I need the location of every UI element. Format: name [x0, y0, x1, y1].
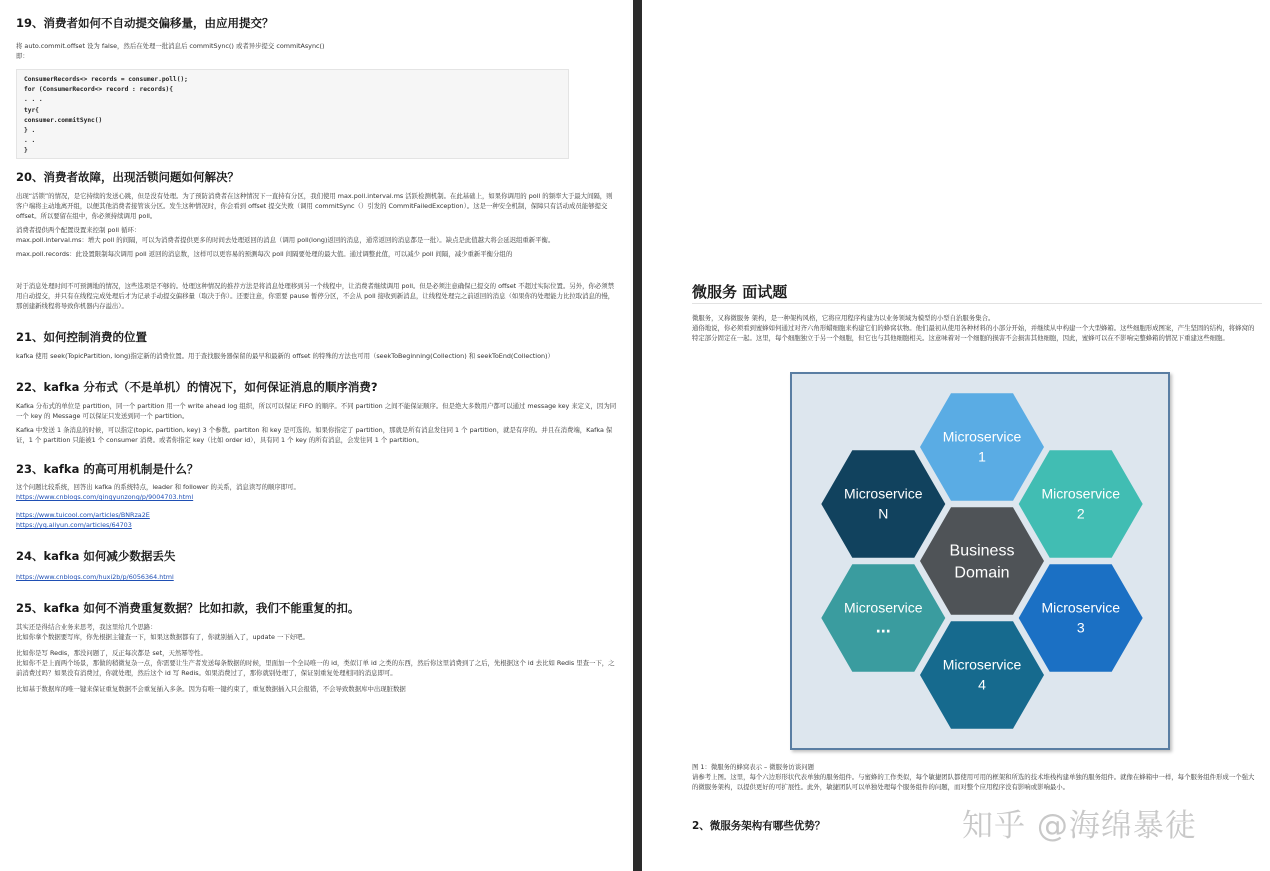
hex-microservice-more-label: ... — [875, 616, 891, 637]
q2-heading: 2、微服务架构有哪些优势？ — [692, 820, 826, 832]
q19-text: 将 auto.commit.offset 设为 false，然后在处理一批消息后 commitSync() 或者异步提交 commitAsync() — [16, 42, 325, 50]
hex-microservice-2-label: 2 — [1076, 505, 1085, 522]
honeycomb-diagram — [792, 374, 1168, 748]
hex-microservice-3-label: 3 — [1076, 619, 1085, 636]
hex-microservice-n-label: Microservice — [843, 485, 923, 502]
code-line: } . — [24, 127, 36, 135]
q24-heading: 24、kafka 如何减少数据丢失 — [16, 549, 176, 563]
hex-microservice-4 — [920, 621, 1044, 728]
q25-text-3: 比如你是写 Redis，那没问题了，反正每次都是 set，天然幂等性。 — [16, 649, 207, 657]
link-aliyun[interactable]: https://yq.aliyun.com/articles/64703 — [16, 521, 132, 529]
left-page — [0, 0, 633, 871]
q20-text-2: 消费者提供两个配置设置来控制 poll 循环： — [16, 226, 141, 234]
hex-microservice-1-shape — [920, 393, 1044, 500]
hex-microservice-4-label: Microservice — [942, 656, 1022, 673]
hex-microservice-2-label: Microservice — [1041, 485, 1121, 502]
hex-microservice-n-label: N — [878, 505, 889, 522]
q21-text: kafka 使用 seek(TopicPartition, long)指定新的消费位置。用于查找服务器保留的最早和最新的 offset 的特殊的方法也可用（seekToBeginning(Collection) 和 seekToEnd(Collection)） — [16, 352, 554, 360]
honeycomb-figure — [790, 372, 1170, 750]
hex-microservice-n — [821, 450, 945, 557]
hex-microservice-1-label: Microservice — [942, 428, 1022, 445]
code-line: . . . — [24, 96, 43, 104]
hex-microservice-more — [821, 564, 945, 671]
code-line: . . — [24, 137, 36, 145]
q21-heading: 21、如何控制消费的位置 — [16, 330, 148, 344]
q20-heading: 20、消费者故障，出现活锁问题如何解决？ — [16, 170, 240, 184]
intro-block — [692, 313, 1257, 343]
q20-text-3: max.poll.interval.ms：增大 poll 的间隔，可以为消费者提供更多的时间去处理返回的消息（调用 poll(long)返回的消息，通常返回的消息都是一批）。缺点是此值越大将会延迟组重新平衡。 — [16, 236, 555, 244]
intro-text: 微服务，又称微服务 架构，是一种架构风格，它将应用程序构建为以业务领域为模型的小型自治服务集合。 — [692, 314, 995, 322]
code-line: consumer.commitSync() — [24, 116, 103, 124]
hex-business-domain — [920, 507, 1044, 614]
hex-business-domain-shape — [920, 507, 1044, 614]
zhihu-watermark: 知乎 @海绵暴徒 — [962, 808, 1197, 844]
hex-microservice-3-shape — [1019, 564, 1143, 671]
hex-microservice-n-shape — [821, 450, 945, 557]
hex-business-domain-label: Business — [949, 542, 1015, 560]
q22-heading: 22、kafka 分布式（不是单机）的情况下，如何保证消息的顺序消费? — [16, 380, 378, 394]
hex-microservice-3-label: Microservice — [1041, 599, 1121, 616]
q22-text-2: Kafka 中发送 1 条消息的时候，可以指定(topic, partition, key) 3 个参数。partiton 和 key 是可选的。如果你指定了 partition，那就是所有消息发往同 1 个 partition，就是有序的。并且在消费端，Kafka 保证，1 个 partition 只能被1 个 consumer 消费。或者你指定 key（比如 order id），具有同 1 个 key 的所有消息，会发往同 1 个 partition。 — [16, 426, 613, 444]
q25-text-4: 比如你不是上面两个场景，那做的稍微复杂一点，你需要让生产者发送每条数据的时候，里面加一个全局唯一的 id，类似订单 id 之类的东西，然后你这里消费到了之后，先根据这个 id 去比如 Redis 里查一下，之前消费过吗？如果没有消费过，你就处理，然后这个 id 写 Redis。如果消费过了，那你就别处理了，保证别重复处理相同的消息即可。 — [16, 659, 615, 677]
code-line: for (ConsumerRecord<> record : records){ — [24, 86, 174, 94]
hex-microservice-2-shape — [1019, 450, 1143, 557]
link-cnblogs-huxi2b[interactable]: https://www.cnblogs.com/huxi2b/p/6056364.html — [16, 573, 174, 581]
hex-microservice-4-shape — [920, 621, 1044, 728]
link-cnblogs-qingyunzong[interactable]: https://www.cnblogs.com/qingyunzong/p/9004703.html — [16, 493, 194, 501]
code-block — [16, 69, 569, 159]
hex-microservice-3 — [1019, 564, 1143, 671]
hex-microservice-1-label: 1 — [978, 448, 986, 465]
q19-text-2: 即： — [16, 52, 29, 60]
q20-text: 出现“活锁”的情况，是它持续的发送心跳，但是没有处理。为了预防消费者在这种情况下一直持有分区，我们使用 max.poll.interval.ms 活跃检测机制。在此基础上，如果你调用的 poll 的频率大于最大间隔，则客户端将主动地离开组，以便其他消费者接管该分区。发生这种情况时，你会看到 offset 提交失败（调用 commitSync（）引发的 CommitFailedException）。这是一种安全机制，保障只有活动成员能够提交 offset。所以要留在组中，你必须持续调用 poll。 — [16, 192, 613, 220]
page-divider — [633, 0, 642, 871]
q22-text: Kafka 分布式的单位是 partition，同一个 partition 用一个 write ahead log 组织，所以可以保证 FIFO 的顺序。不同 partition 之间不能保证顺序。但是绝大多数用户都可以通过 message key 来定义，因为同一个 key 的 Message 可以保证只发送到同一个 partition。 — [16, 402, 617, 420]
caption-text: 请参考上图。这里，每个六边形形状代表单独的服务组件。与蜜蜂的工作类似，每个敏捷团队都使用可用的框架和所选的技术堆栈构建单独的服务组件。就像在蜂箱中一样，每个服务组件形成一个强大的微服务架构，以提供更好的可扩展性。此外，敏捷团队可以单独处理每个服务组件的问题，而对整个应用程序没有影响或影响最小。 — [692, 773, 1255, 791]
code-line: tyr{ — [24, 106, 39, 114]
code-line: } — [24, 147, 28, 155]
caption-block — [692, 762, 1257, 792]
hex-microservice-more-label: Microservice — [843, 599, 923, 616]
hex-microservice-1 — [920, 393, 1044, 500]
q20-text-4: max.poll.records：此设置限制每次调用 poll 返回的消息数，这样可以更容易的预测每次 poll 间隔要处理的最大值。通过调整此值，可以减少 poll 间隔，减少重新平衡分组的 — [16, 250, 513, 258]
q20-text-5: 对于消息处理时间不可预测地的情况，这些选项是不够的。处理这种情况的推荐方法是将消息处理移到另一个线程中，让消费者继续调用 poll。但是必须注意确保已提交的 offset 不超过实际位置。另外，你必须禁用自动提交，并只有在线程完成处理后才为记录手动提交偏移量（取决于你）。还要注意，你需要 pause 暂停分区，不会从 poll 接收到新消息，让线程处理完之前返回的消息（如果你的处理能力比拉取消息的慢，那创建新线程将导致你机器内存溢出）。 — [16, 282, 615, 310]
q25-heading: 25、kafka 如何不消费重复数据？比如扣款，我们不能重复的扣。 — [16, 601, 360, 615]
q25-text: 其实还是得结合业务来思考，我这里给几个思路： — [16, 623, 157, 631]
hex-microservice-2 — [1019, 450, 1143, 557]
intro-text-2: 通俗地说，你必须看到蜜蜂如何通过对齐六角形蜡细胞来构建它们的蜂窝状物。他们最初从使用各种材料的小部分开始，并继续从中构建一个大型蜂箱。这些细胞形成图案，产生坚固的结构，将蜂窝的特定部分固定在一起。这里，每个细胞独立于另一个细胞，但它也与其他细胞相关。这意味着对一个细胞的损害不会损害其他细胞，因此，蜜蜂可以在不影响完整蜂箱的情况下重建这些细胞。 — [692, 324, 1255, 342]
q25-text-2: 比如你拿个数据要写库，你先根据主键查一下，如果这数据都有了，你就别插入了，update 一下好吧。 — [16, 633, 309, 641]
right-page — [642, 0, 1270, 871]
title-rule — [692, 303, 1262, 304]
hex-business-domain-label: Domain — [954, 564, 1010, 582]
link-tuicool[interactable]: https://www.tuicool.com/articles/BNRza2E — [16, 511, 150, 519]
hex-microservice-4-label: 4 — [978, 676, 986, 693]
code-line: ConsumerRecords<> records = consumer.poll(); — [24, 76, 188, 83]
q23-heading: 23、kafka 的高可用机制是什么？ — [16, 462, 199, 476]
q23-text: 这个问题比较系统，回答出 kafka 的系统特点，leader 和 follower 的关系，消息读写的顺序即可。 — [16, 483, 300, 491]
q25-text-5: 比如基于数据库的唯一键来保证重复数据不会重复插入多条。因为有唯一键约束了，重复数据插入只会报错，不会导致数据库中出现脏数据 — [16, 685, 406, 693]
q19-heading: 19、消费者如何不自动提交偏移量，由应用提交？ — [16, 16, 274, 30]
section-title: 微服务 面试题 — [692, 283, 788, 301]
figure-caption: 图 1：微服务的蜂窝表示 – 微服务访谈问题 — [692, 763, 814, 771]
